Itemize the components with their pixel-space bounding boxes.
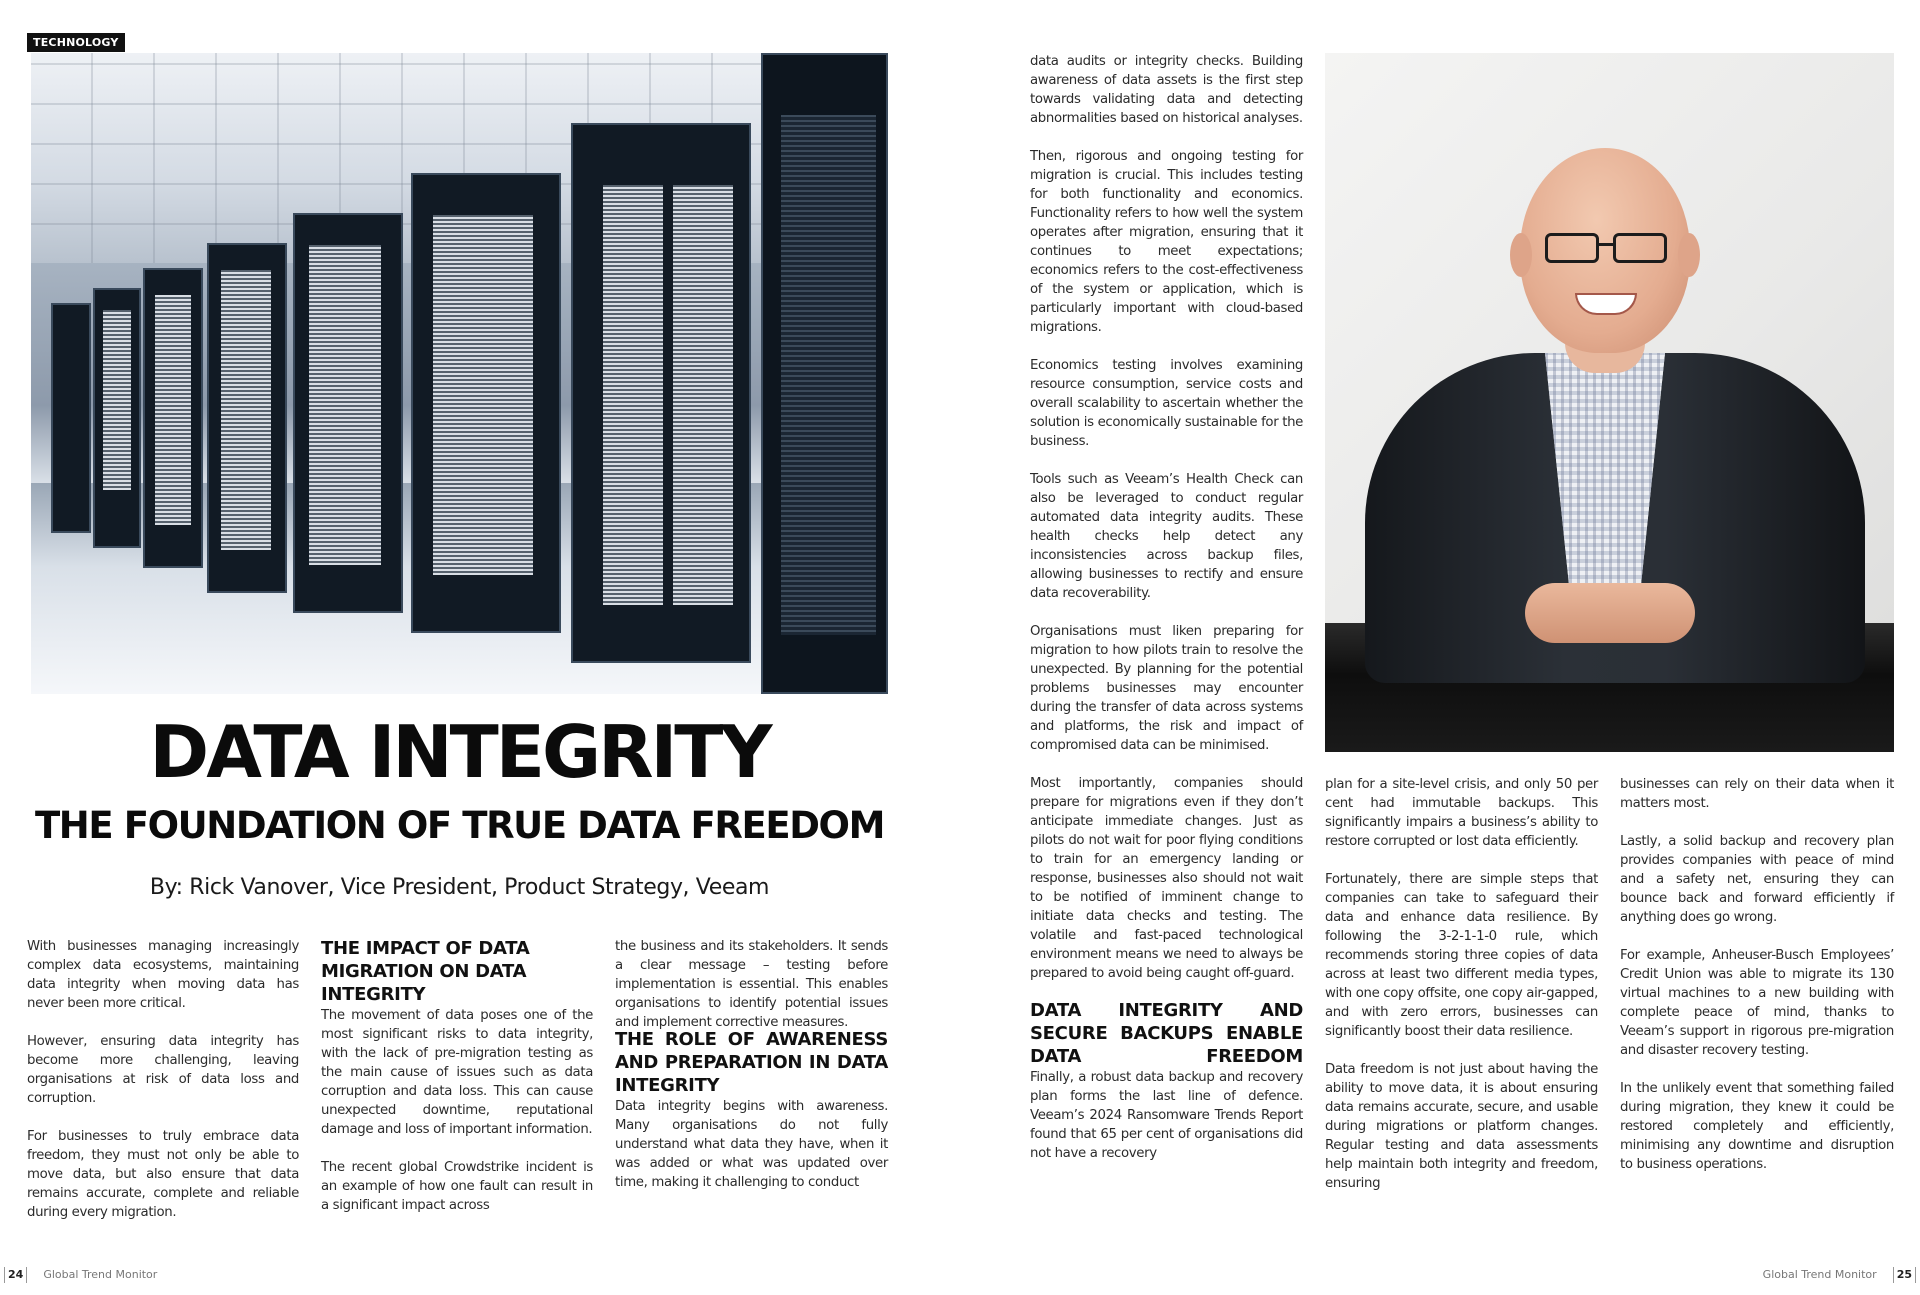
column-5 bbox=[1325, 775, 1598, 1193]
hero-image bbox=[31, 53, 888, 694]
paragraph: With businesses managing increasingly complex data ecosystems, maintaining data integrity when moving data has never been more critical. bbox=[27, 939, 299, 1011]
section-heading: THE ROLE OF AWARENESS AND PREPARATION IN DATA INTEGRITY bbox=[615, 1029, 888, 1096]
section-tag-label: TECHNOLOGY bbox=[33, 36, 119, 49]
page-number: 24 bbox=[4, 1267, 27, 1283]
section-tag bbox=[27, 33, 125, 52]
paragraph: In the unlikely event that something failed during migration, they knew it could be restored completely and efficiently, minimising any downtime and disruption to business operations. bbox=[1620, 1081, 1894, 1172]
paragraph: Economics testing involves examining resource consumption, service costs and overall scalability to ascertain whether the solution is economically sustainable for the business. bbox=[1030, 358, 1303, 449]
paragraph: For businesses to truly embrace data freedom, they must not only be able to move data, but also ensure that data remains accurate, complete and reliable during every migration. bbox=[27, 1129, 299, 1220]
section-heading: DATA INTEGRITY AND SECURE BACKUPS ENABLE DATA FREEDOM bbox=[1030, 1000, 1303, 1067]
magazine-title: Global Trend Monitor bbox=[1762, 1268, 1877, 1281]
paragraph: data audits or integrity checks. Building awareness of data assets is the first step towards validating data and detecting abnormalities based on historical analyses. bbox=[1030, 54, 1303, 126]
paragraph: Data freedom is not just about having the ability to move data, it is about ensuring data remains accurate, secure, and usable during migrations or platform changes. Regular testing and data assessments help maintain both integrity and freedom, ensuring bbox=[1325, 1062, 1598, 1191]
paragraph: businesses can rely on their data when it matters most. bbox=[1620, 777, 1894, 811]
paragraph: Then, rigorous and ongoing testing for migration is crucial. This includes testing for both functionality and economics. Functionality refers to how well the system operates after migration, ensuring that it continues to meet expectations; economics refers to the cost-effectiveness of the system or application, which is particularly important with cloud-based migrations. bbox=[1030, 149, 1303, 335]
paragraph: Fortunately, there are simple steps that companies can take to safeguard their data and enhance data resilience. By following the 3-2-1-1-0 rule, which recommends storing three copies of data across at least two different media types, with one copy offsite, one copy air-gapped, and with zero errors, businesses can significantly boost their data resilience. bbox=[1325, 872, 1598, 1039]
paragraph: Most importantly, companies should prepare for migrations even if they don’t anticipate immediate changes. Just as pilots do not wait for poor flying conditions to train for an emergency landing or response, businesses also should not wait to be notified of imminent change to initiate data checks and testing. The volatile and fast-paced technological environment means we need to always be prepared to avoid being caught off-guard. bbox=[1030, 776, 1303, 981]
paragraph: Lastly, a solid backup and recovery plan provides companies with peace of mind and a safety net, ensuring they can bounce back and forward efficiently if anything does go wrong. bbox=[1620, 834, 1894, 925]
subheadline: THE FOUNDATION OF TRUE DATA FREEDOM bbox=[34, 804, 885, 847]
page-number: 25 bbox=[1893, 1267, 1916, 1283]
paragraph: For example, Anheuser-Busch Employees’ Credit Union was able to migrate its 130 virtual machines to a new building with complete peace of mind, thanks to Veeam’s support in rigorous pre-migration and disaster recovery testing. bbox=[1620, 948, 1894, 1058]
column-4 bbox=[1030, 52, 1303, 1163]
paragraph: Tools such as Veeam’s Health Check can also be leveraged to conduct regular automated data integrity audits. These health checks help detect any inconsistencies across backup files, allowing businesses to rectify and ensure data recoverability. bbox=[1030, 472, 1303, 601]
column-3 bbox=[615, 937, 888, 1192]
paragraph: However, ensuring data integrity has become more challenging, leaving organisations at risk of data loss and corruption. bbox=[27, 1034, 299, 1106]
paragraph: The movement of data poses one of the most significant risks to data integrity, with the lack of pre-migration testing as the main cause of issues such as data corruption and data loss. This can cause unexpected downtime, reputational damage and loss of important information. bbox=[321, 1008, 593, 1137]
portrait-image bbox=[1325, 53, 1894, 752]
column-6 bbox=[1620, 775, 1894, 1174]
paragraph: The recent global Crowdstrike incident is an example of how one fault can result in a significant impact across bbox=[321, 1160, 593, 1213]
paragraph: plan for a site-level crisis, and only 50 per cent had immutable backups. This significantly impairs a business’s ability to restore corrupted or lost data efficiently. bbox=[1325, 777, 1598, 849]
paragraph: the business and its stakeholders. It sends a clear message – testing before implementation is essential. This enables organisations to identify potential issues and implement corrective measures. bbox=[615, 939, 888, 1030]
magazine-title: Global Trend Monitor bbox=[43, 1268, 158, 1281]
column-2 bbox=[321, 937, 593, 1215]
section-heading: THE IMPACT OF DATA MIGRATION ON DATA INTEGRITY bbox=[321, 938, 530, 1005]
column-1 bbox=[27, 937, 299, 1222]
headline: DATA INTEGRITY bbox=[149, 710, 770, 794]
paragraph: Organisations must liken preparing for migration to how pilots train to resolve the unexpected. By planning for the potential problems businesses may encounter during the transfer of data across systems and platforms, the risk and impact of compromised data can be minimised. bbox=[1030, 624, 1303, 753]
byline: By: Rick Vanover, Vice President, Product Strategy, Veeam bbox=[149, 875, 770, 900]
footer-left bbox=[4, 1267, 157, 1283]
paragraph: Data integrity begins with awareness. Many organisations do not fully understand what data they have, when it was added or what was updated over time, making it challenging to conduct bbox=[615, 1099, 888, 1190]
footer-right bbox=[1763, 1267, 1916, 1283]
paragraph: Finally, a robust data backup and recovery plan forms the last line of defence. Veeam’s 2024 Ransomware Trends Report found that 65 per cent of organisations did not have a recovery bbox=[1030, 1070, 1303, 1161]
